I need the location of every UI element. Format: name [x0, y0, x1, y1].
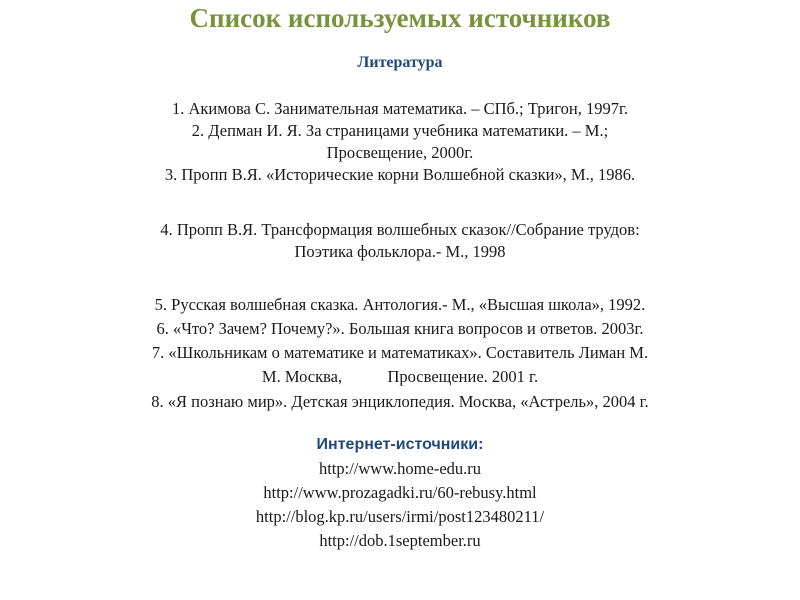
- reference-line: 7. «Школьникам о математике и математиках». Составитель Лиман М.: [151, 343, 649, 362]
- reference-line: 1. Акимова С. Занимательная математика. – СПб.; Тригон, 1997г.: [171, 99, 628, 118]
- internet-sources-heading: Интернет-источники:: [316, 436, 484, 453]
- reference-line: М. Москва, Просвещение. 2001 г.: [261, 367, 539, 386]
- literature-heading: Литература: [357, 54, 443, 71]
- internet-link[interactable]: http://dob.1september.ru: [319, 531, 481, 550]
- reference-line: Просвещение, 2000г.: [326, 143, 474, 162]
- internet-link[interactable]: http://blog.kp.ru/users/irmi/post123480211/: [255, 507, 545, 526]
- reference-line: 8. «Я познаю мир». Детская энциклопедия. Москва, «Астрель», 2004 г.: [151, 392, 649, 411]
- page-title: Список используемых источников: [189, 3, 611, 33]
- reference-line: 4. Пропп В.Я. Трансформация волшебных сказок//Собрание трудов:: [160, 220, 640, 239]
- reference-line: 6. «Что? Зачем? Почему?». Большая книга вопросов и ответов. 2003г.: [156, 319, 644, 338]
- reference-line: 3. Пропп В.Я. «Исторические корни Волшебной сказки», М., 1986.: [164, 165, 636, 184]
- internet-link[interactable]: http://www.home-edu.ru: [318, 459, 482, 478]
- reference-line: Поэтика фольклора.- М., 1998: [294, 242, 506, 261]
- reference-line: 5. Русская волшебная сказка. Антология.- М., «Высшая школа», 1992.: [154, 295, 646, 314]
- reference-line: 2. Депман И. Я. За страницами учебника математики. – М.;: [191, 121, 609, 140]
- internet-link[interactable]: http://www.prozagadki.ru/60-rebusy.html: [263, 483, 537, 502]
